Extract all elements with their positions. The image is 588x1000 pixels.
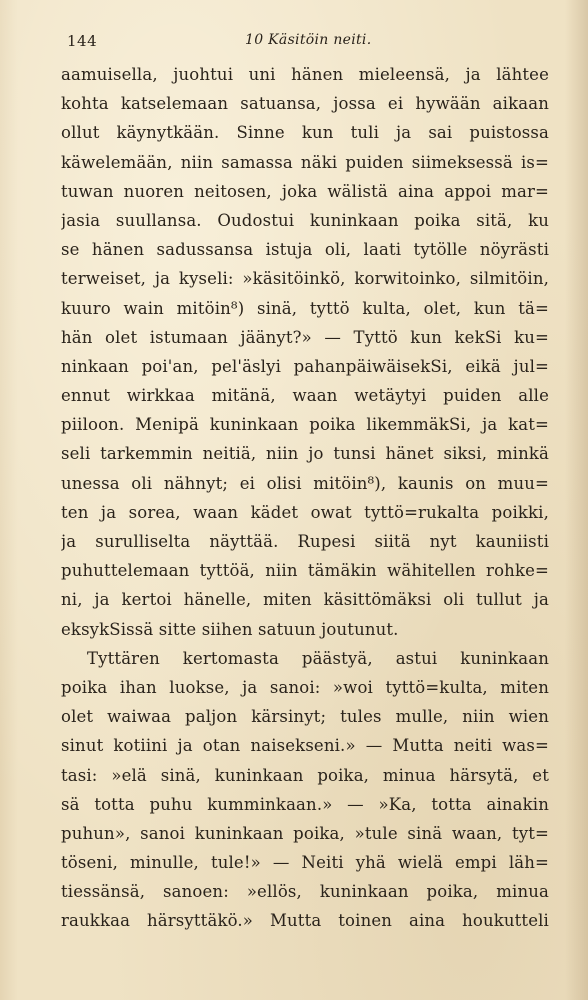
text-line: ja surulliselta näyttää. Rupesi siitä nyt kauniisti [61, 532, 549, 551]
text-line: tasi: »elä sinä, kuninkaan poika, minua härsytä, et [61, 765, 549, 785]
text-line: sä totta puhu kumminkaan.» — »Ka, totta ainakin [61, 794, 549, 814]
text-line: olet waiwaa paljon kärsinyt; tules mulle, niin wien [61, 707, 549, 727]
text-line: se hänen sadussansa istuja oli, laati tytölle nöyrästi [61, 240, 549, 260]
text-line: terweiset, ja kyseli: »käsitöinkö, korwitoinko, silmitöin, [61, 269, 549, 289]
text-line: ninkaan poi'an, pel'äslyi pahanpäiwäisekSi, eikä jul= [61, 356, 549, 376]
text-line: ollut käynytkään. Sinne kun tuli ja sai puistossa [61, 123, 549, 143]
text-line: unessa oli nähnyt; ei olisi mitöin⁸), kaunis on muu= [61, 473, 549, 493]
page-number: 144 [67, 32, 98, 50]
text-line: ten ja sorea, waan kädet owat tyttö=rukalta poikki, [61, 502, 549, 522]
text-line: hän olet istumaan jäänyt?» — Tyttö kun kekSi ku= [61, 327, 549, 347]
paragraph-end-line: eksykSissä sitte siihen satuun joutunut. [61, 619, 399, 639]
body-text [61, 60, 549, 936]
text-line: tiessänsä, sanoen: »ellös, kuninkaan poika, minua [61, 882, 549, 902]
text-line: raukkaa härsyttäkö.» Mutta toinen aina houkutteli [61, 911, 549, 931]
text-line: jasia suullansa. Oudostui kuninkaan poika sitä, ku [61, 210, 549, 230]
text-line: seli tarkemmin neitiä, niin jo tunsi hänet siksi, minkä [61, 444, 549, 464]
text-line: kohta katselemaan satuansa, jossa ei hywään aikaan [61, 94, 549, 114]
text-line: tuwan nuoren neitosen, joka wälistä aina appoi mar= [61, 181, 549, 201]
page-header [0, 30, 588, 54]
text-line: ennut wirkkaa mitänä, waan wetäytyi puiden alle [61, 386, 549, 406]
text-line: puhun», sanoi kuninkaan poika, »tule sinä waan, tyt= [61, 823, 549, 843]
text-line: ni, ja kertoi hänelle, miten käsittömäksi oli tullut ja [61, 590, 549, 610]
text-line: puhuttelemaan tyttöä, niin tämäkin wähitellen rohke= [61, 561, 549, 581]
running-head: 10 Käsitöin neiti. [245, 32, 372, 48]
text-line: sinut kotiini ja otan naisekseni.» — Mutta neiti was= [61, 736, 549, 756]
text-line: kuuro wain mitöin⁸) sinä, tyttö kulta, olet, kun tä= [61, 298, 549, 318]
paragraph-start-line: Tyttären kertomasta päästyä, astui kuninkaan [87, 648, 549, 668]
text-line: käwelemään, niin samassa näki puiden siimeksessä is= [61, 152, 549, 172]
text-line: aamuisella, juohtui uni hänen mieleensä, ja lähtee [61, 65, 549, 84]
text-line: poika ihan luokse, ja sanoi: »woi tyttö=kulta, miten [61, 677, 549, 697]
text-line: piiloon. Menipä kuninkaan poika likemmäkSi, ja kat= [61, 415, 549, 435]
text-line: töseni, minulle, tule!» — Neiti yhä wielä empi läh= [61, 853, 549, 873]
